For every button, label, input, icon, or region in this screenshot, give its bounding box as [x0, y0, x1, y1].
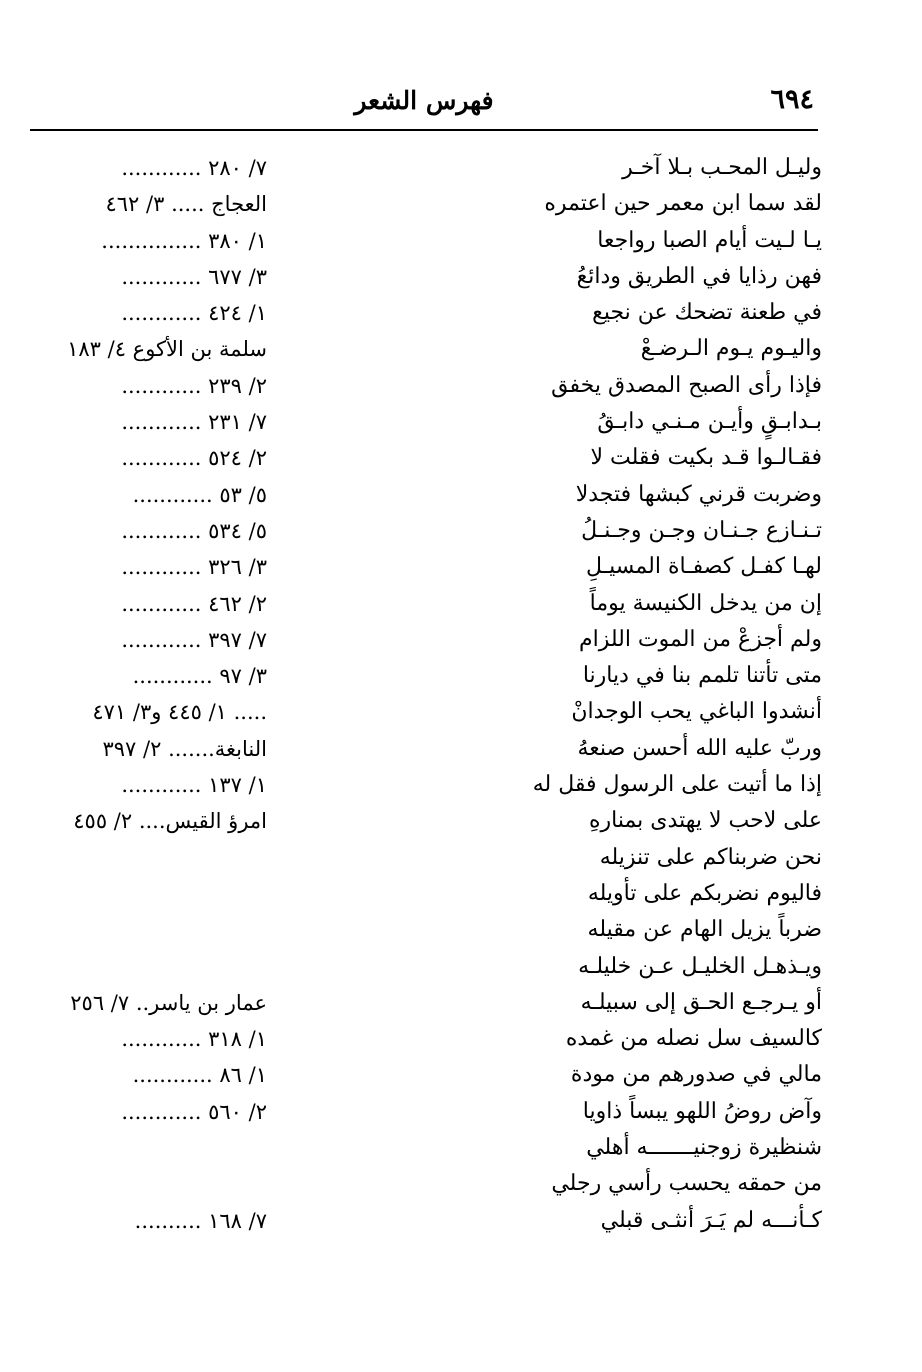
verse-text: ولم أجزعْ من الموت اللزام — [578, 626, 822, 652]
verse-text: إن من يدخل الكنيسة يوماً — [589, 590, 822, 616]
verse-reference: ٢/ ٥٢٤ ............ — [121, 446, 267, 471]
verse-text: نحن ضربناكم على تنزيله — [599, 844, 822, 870]
verse-text: أنشدوا الباغي يحب الوجدانْ — [571, 699, 822, 725]
index-entry — [0, 949, 922, 985]
index-entry — [0, 731, 922, 767]
index-entry — [0, 694, 922, 730]
index-entry — [0, 1130, 922, 1166]
verse-reference: ١/ ٤٢٤ ............ — [121, 301, 267, 326]
page-title: فهرس الشعر — [354, 86, 494, 115]
index-entry — [0, 1094, 922, 1130]
verse-text: يـا لـيت أيام الصبا رواجعا — [597, 227, 822, 253]
verse-reference: ٢/ ٤٦٢ ............ — [121, 591, 267, 616]
verse-text: ويـذهـل الخليـل عـن خليلـه — [578, 953, 822, 979]
verse-reference: ٧/ ٢٣١ ............ — [121, 410, 267, 435]
index-entry — [0, 1203, 922, 1239]
verse-reference: النابغة....... ٢/ ٣٩٧ — [102, 736, 267, 761]
verse-text: في طعنة تضحك عن نجيع — [592, 300, 822, 326]
index-entry — [0, 586, 922, 622]
index-entry — [0, 1166, 922, 1202]
verse-reference: ٧/ ١٦٨ .......... — [134, 1208, 267, 1233]
verse-text: لقد سما ابن معمر حين اعتمره — [544, 191, 822, 217]
verse-text: على لاحب لا يهتدى بمنارهِ — [588, 808, 822, 834]
index-entry — [0, 622, 922, 658]
index-entry — [0, 477, 922, 513]
index-entry — [0, 295, 922, 331]
verse-reference: العجاج ..... ٣/ ٤٦٢ — [105, 192, 267, 217]
verse-reference: ١/ ٣١٨ ............ — [121, 1027, 267, 1052]
verse-text: كـأنـــه لم يَـرَ أنثـى قبلي — [600, 1207, 822, 1233]
index-entry — [0, 658, 922, 694]
verse-text: كالسيف سل نصله من غمده — [565, 1026, 822, 1052]
verse-text: فاليوم نضربكم على تأويله — [587, 880, 822, 906]
verse-text: أو يـرجـع الحـق إلى سبيلـه — [580, 989, 822, 1015]
verse-reference: ١/ ١٣٧ ............ — [121, 773, 267, 798]
page-number: ٦٩٤ — [770, 84, 814, 115]
index-entry — [0, 404, 922, 440]
header-divider — [30, 129, 818, 131]
verse-text: شنظيرة زوجنيـــــــه أهلي — [586, 1135, 822, 1161]
verse-text: فإذا رأى الصبح المصدق يخفق — [551, 372, 822, 398]
index-entry — [0, 368, 922, 404]
verse-reference: ..... ١/ ٤٤٥ و٣/ ٤٧١ — [92, 700, 267, 725]
verse-text: إذا ما أتيت على الرسول فقل له — [532, 772, 822, 798]
verse-reference: ٣/ ٣٢٦ ............ — [121, 555, 267, 580]
verse-reference: ٧/ ٢٨٠ ............ — [121, 156, 267, 180]
index-entry — [0, 912, 922, 948]
verse-text: وآض روضُ اللهو يبساً ذاويا — [582, 1098, 822, 1124]
index-entry — [0, 840, 922, 876]
verse-text: تـنـازع جـنـان وجـن وجـنـلُ — [581, 517, 822, 543]
index-entry — [0, 223, 922, 259]
index-entry — [0, 513, 922, 549]
index-entry — [0, 803, 922, 839]
verse-text: متى تأتنا تلمم بنا في ديارنا — [582, 663, 822, 689]
index-entry — [0, 331, 922, 367]
index-entry — [0, 549, 922, 585]
verse-reference: ٧/ ٣٩٧ ............ — [121, 627, 267, 652]
index-entry — [0, 186, 922, 222]
verse-text: وليـل المحـب بـلا آخـر — [622, 155, 822, 180]
verse-text: بـدابـقٍ وأيـن مـنـي دابـقُ — [597, 409, 822, 435]
verse-text: مالي في صدورهم من مودة — [570, 1062, 822, 1088]
verse-text: وربّ عليه الله أحسن صنعهُ — [577, 735, 822, 761]
index-entry — [0, 1057, 922, 1093]
verse-text: فهن رذايا في الطريق ودائعُ — [576, 263, 822, 289]
verse-reference: ٢/ ٢٣٩ ............ — [121, 373, 267, 398]
verse-reference: ٣/ ٩٧ ............ — [132, 664, 267, 689]
verse-reference: ٣/ ٦٧٧ ............ — [121, 264, 267, 289]
verse-text: واليـوم يـوم الـرضـعْ — [640, 336, 822, 362]
verse-reference: امرؤ القيس.... ٢/ ٤٥٥ — [73, 809, 267, 834]
verse-text: فقـالـوا قـد بكيت فقلت لا — [590, 445, 822, 471]
index-entry — [0, 767, 922, 803]
verse-reference: ٥/ ٥٣ ............ — [132, 482, 267, 507]
verse-text: من حمقه يحسب رأسي رجلي — [551, 1171, 822, 1197]
poetry-index-list — [0, 150, 922, 1239]
index-entry — [0, 259, 922, 295]
index-entry — [0, 876, 922, 912]
verse-text: وضربت قرني كبشها فتجدلا — [575, 481, 822, 507]
page-header — [30, 82, 818, 124]
verse-reference: ٢/ ٥٦٠ ............ — [121, 1099, 267, 1124]
index-entry — [0, 985, 922, 1021]
verse-reference: ١/ ٣٨٠ ............... — [101, 228, 267, 253]
index-entry — [0, 440, 922, 476]
verse-text: ضرباً يزيل الهام عن مقيله — [587, 917, 822, 943]
verse-reference: ٥/ ٥٣٤ ............ — [121, 518, 267, 543]
index-entry — [0, 1021, 922, 1057]
verse-text: لهـا كفـل كصفـاة المسيـلِ — [586, 554, 822, 580]
verse-reference: عمار بن ياسر.. ٧/ ٢٥٦ — [70, 990, 267, 1015]
index-entry — [0, 150, 922, 186]
verse-reference: سلمة بن الأكوع ٤/ ١٨٣ — [67, 337, 267, 362]
verse-reference: ١/ ٨٦ ............ — [132, 1063, 267, 1088]
